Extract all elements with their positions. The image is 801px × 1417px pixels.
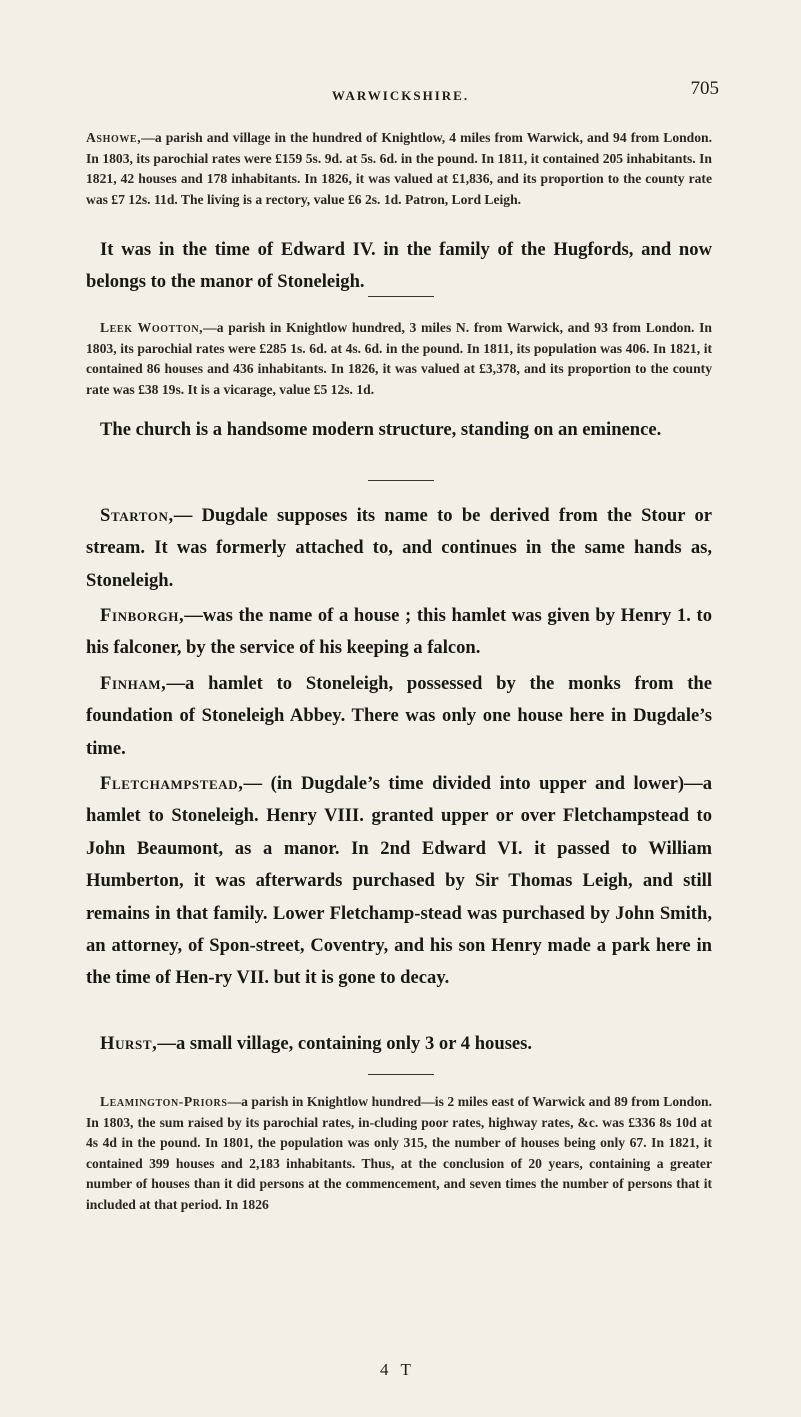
entry-text: —a hamlet to Stoneleigh, possessed by the monks from the foundation of Stoneleigh Abbey. There was only one house here in Dugdale’s time. xyxy=(86,673,712,759)
section-divider xyxy=(368,296,434,297)
entry-text: —a parish and village in the hundred of Knightlow, 4 miles from Warwick, and 94 from London. In 1803, its parochial rates were £159 5s. 9d. at 5s. 6d. in the pound. In 1811, it contained 205 inhabitants. In 1821, 42 houses and 178 inhabitants. In 1826, it was valued at £1,836, and its proportion to the county rate was £7 12s. 11d. The living is a rectory, value £6 2s. 1d. Patron, Lord Leigh. xyxy=(86,130,712,207)
entry-text: — Dugdale supposes its name to be derived from the Stour or stream. It was formerly attached to, and continues in the same hands as, Stoneleigh. xyxy=(86,505,712,591)
signature-mark: 4 T xyxy=(380,1360,415,1379)
entry-text: —was the name of a house ; this hamlet was given by Henry 1. to his falconer, by the service of his keeping a falcon. xyxy=(86,605,712,659)
entry-text: — (in Dugdale’s time divided into upper and lower)—a hamlet to Stoneleigh. Henry VIII. granted upper or over Fletchampstead to John Beaumont, as a manor. In 2nd Edward VI. it passed to William Humberton, it was afterwards purchased by Sir Thomas Leigh, and still remains in that family. Lower Fletchamp-stead was purchased by John Smith, an attorney, of Spon-street, Coventry, and his son Henry made a park here in the time of Hen-ry VII. but it is gone to decay. xyxy=(86,773,712,989)
running-head: WARWICKSHIRE. xyxy=(331,88,470,103)
entry-heading: Hurst, xyxy=(100,1033,158,1054)
entry-heading: Starton, xyxy=(100,505,174,526)
entry-heading: Leek Wootton, xyxy=(100,320,204,335)
entry-heading: Leamington-Priors xyxy=(100,1094,228,1109)
section-divider xyxy=(368,480,434,481)
entry-fletchampstead xyxy=(86,768,712,995)
entry-hurst xyxy=(86,1028,712,1060)
entry-starton xyxy=(86,500,712,597)
entry-text: —a small village, containing only 3 or 4 houses. xyxy=(157,1033,533,1054)
entry-ashowe xyxy=(86,128,712,210)
page-number: 705 xyxy=(690,78,719,99)
entry-leamington-priors xyxy=(86,1092,712,1216)
entry-heading: Finham, xyxy=(100,673,167,694)
entry-text: —a parish in Knightlow hundred—is 2 miles east of Warwick and 89 from London. In 1803, the sum raised by its parochial rates, in-cluding poor rates, highway rates, &c. was £336 8s 10d at 4s 4d in the pound. In 1801, the population was only 315, the number of houses being only 67. In 1821, it contained 399 houses and 2,183 inhabitants. Thus, at the conclusion of 20 years, containing a greater number of houses than it did persons at the commencement, and seven times the number of persons that it included at that period. In 1826 xyxy=(86,1094,712,1212)
entry-leek-wootton xyxy=(86,318,712,400)
entry-finborgh xyxy=(86,600,712,665)
entry-leek-wootton-note: The church is a handsome modern structure, standing on an eminence. xyxy=(100,419,662,440)
entry-text: —a parish in Knightlow hundred, 3 miles N. from Warwick, and 93 from London. In 1803, its parochial rates were £285 1s. 6d. at 4s. 6d. in the pound. In 1811, its population was 406. In 1821, it contained 86 houses and 436 inhabitants. In 1826, it was valued at £3,378, and its proportion to the county rate was £38 19s. It is a vicarage, value £5 12s. 1d. xyxy=(86,320,712,397)
entry-heading: Ashowe, xyxy=(86,130,142,145)
entry-finham xyxy=(86,668,712,765)
entry-ashowe-note: It was in the time of Edward IV. in the family of the Hugfords, and now belongs to the manor of Stoneleigh. xyxy=(86,239,712,293)
entry-heading: Finborgh, xyxy=(100,605,185,626)
entry-heading: Fletchampstead, xyxy=(100,773,244,794)
section-divider xyxy=(368,1074,434,1075)
